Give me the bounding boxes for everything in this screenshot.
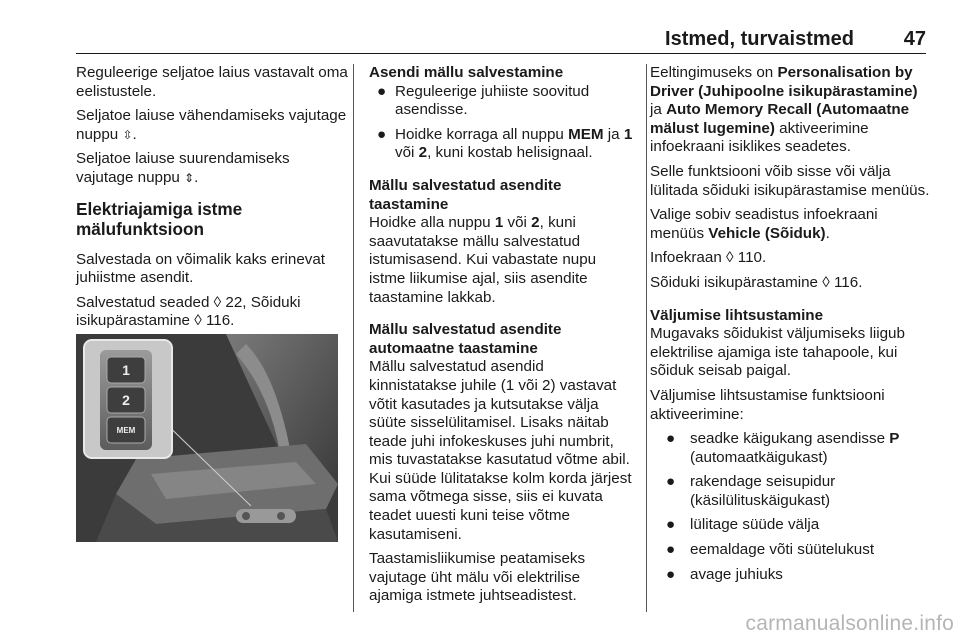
bullet-list bbox=[650, 430, 930, 584]
paragraph: Väljumise lihtsustamise funktsiooni aktiveerimine: bbox=[650, 386, 885, 423]
seat-illustration bbox=[76, 334, 338, 542]
page-number: 47 bbox=[903, 28, 926, 50]
bullet-icon: ● bbox=[666, 541, 676, 559]
paragraph: Infoekraan ◊ 110. bbox=[650, 249, 767, 267]
bullet-icon: ● bbox=[666, 430, 676, 448]
paragraph: Sõiduki isikupärastamine ◊ 116. bbox=[650, 273, 863, 291]
memory-button-1-label: 1 bbox=[122, 362, 130, 378]
widen-backrest-icon: ⇕ bbox=[184, 170, 195, 185]
bullet-icon: ● bbox=[377, 82, 387, 100]
paragraph: Seljatoe laiuse vähendamiseks vajutage nuppu ⇳. bbox=[76, 107, 347, 143]
reference-icon: ◊ bbox=[726, 249, 734, 267]
list-item: ● rakendage seisupidur (käsilülituskäigukast) bbox=[666, 473, 836, 509]
subheading: Asendi mällu salvestamine bbox=[369, 64, 564, 81]
header-rule bbox=[76, 53, 926, 54]
paragraph: Mugavaks sõidukist väljumiseks liigub elektrilise ajamiga iste tahapoole, kui sõiduk seisab paigal. bbox=[650, 325, 905, 380]
section-heading: Elektriajamiga istme mälufunktsioon bbox=[76, 198, 243, 239]
subheading: Mällu salvestatud asendite automaatne taastamine bbox=[369, 321, 562, 357]
list-item: ● Reguleerige juhiiste soovitud asendisse. bbox=[377, 82, 590, 119]
column-divider bbox=[646, 64, 647, 612]
reference-icon: ◊ bbox=[213, 293, 222, 311]
bullet-icon: ● bbox=[377, 125, 387, 143]
watermark: carmanualsonline.info bbox=[745, 612, 954, 635]
list-item: ● avage juhiuks bbox=[666, 565, 783, 583]
page-title: Istmed, turvaistmed bbox=[665, 28, 854, 50]
bullet-icon: ● bbox=[666, 565, 676, 583]
paragraph: Selle funktsiooni võib sisse või välja lülitada sõiduki isikupärastamise menüüs. bbox=[650, 162, 930, 199]
memory-button-2-label: 2 bbox=[122, 392, 130, 408]
column-left bbox=[76, 64, 348, 337]
paragraph: Salvestada on võimalik kaks erinevat juhiistme asendit. bbox=[76, 250, 326, 287]
column-middle bbox=[369, 64, 635, 612]
narrow-backrest-icon: ⇳ bbox=[122, 127, 133, 142]
list-item: ● Hoidke korraga all nuppu MEM ja 1 või 2, kuni kostab helisignaal. bbox=[377, 125, 633, 162]
list-item: ● lülitage süüde välja bbox=[666, 516, 820, 534]
subheading: Väljumise lihtsustamine bbox=[650, 306, 824, 324]
bullet-icon: ● bbox=[666, 516, 676, 534]
list-item: ● eemaldage võti süütelukust bbox=[666, 541, 875, 559]
column-divider bbox=[353, 64, 354, 612]
paragraph: Reguleerige seljatoe laius vastavalt oma eelistustele. bbox=[76, 64, 348, 100]
reference-icon: ◊ bbox=[822, 273, 830, 291]
column-right bbox=[650, 64, 930, 590]
paragraph: Valige sobiv seadistus infoekraani menüüs Vehicle (Sõiduk). bbox=[650, 206, 878, 242]
bullet-list bbox=[369, 83, 635, 163]
paragraph: Hoidke alla nuppu 1 või 2, kuni saavutatakse mällu salvestatud istumisasend. Kui vabastate nupu istme liikumise ajal, siis asendite taastamine lakkab. bbox=[369, 214, 597, 306]
paragraph: Seljatoe laiuse suurendamiseks vajutage nuppu ⇕. bbox=[76, 150, 290, 186]
paragraph: Eeltingimuseks on Personalisation by Driver (Juhipoolne isikupärastamine) ja Auto Memory Recall (Automaatne mälust lugemine) aktiveerimine infoekraani isiklikes seadetes. bbox=[650, 64, 918, 156]
seat-memory-buttons-image bbox=[76, 334, 338, 542]
list-item: ● seadke käigukang asendisse P (automaatkäigukast) bbox=[666, 430, 900, 466]
subheading: Mällu salvestatud asendite taastamine bbox=[369, 176, 562, 213]
reference-icon: ◊ bbox=[194, 312, 202, 330]
paragraph: Salvestatud seaded ◊ 22, Sõiduki isikupärastamine ◊ 116. bbox=[76, 293, 301, 330]
page-header bbox=[76, 26, 926, 56]
bullet-icon: ● bbox=[666, 473, 676, 491]
paragraph: Mällu salvestatud asendid kinnistatakse juhile (1 või 2) vastavat võtit kasutades ja kutsutakse välja süüte sisselülitamisel. Lisaks näitab teade juhi infokeskuses juhi numbrit, mis tuvastatakse kasutatud võtme abil. Kui süüde lülitatakse kolm korda järjest sama võtmega sisse, siis ei kuvata teadet uuesti kuni teise võtme kasutamiseni. bbox=[369, 358, 632, 543]
paragraph: Taastamisliikumise peatamiseks vajutage üht mälu või elektrilise ajamiga istmete juhtseadistest. bbox=[369, 550, 586, 605]
mem-button-label: MEM bbox=[116, 426, 136, 435]
